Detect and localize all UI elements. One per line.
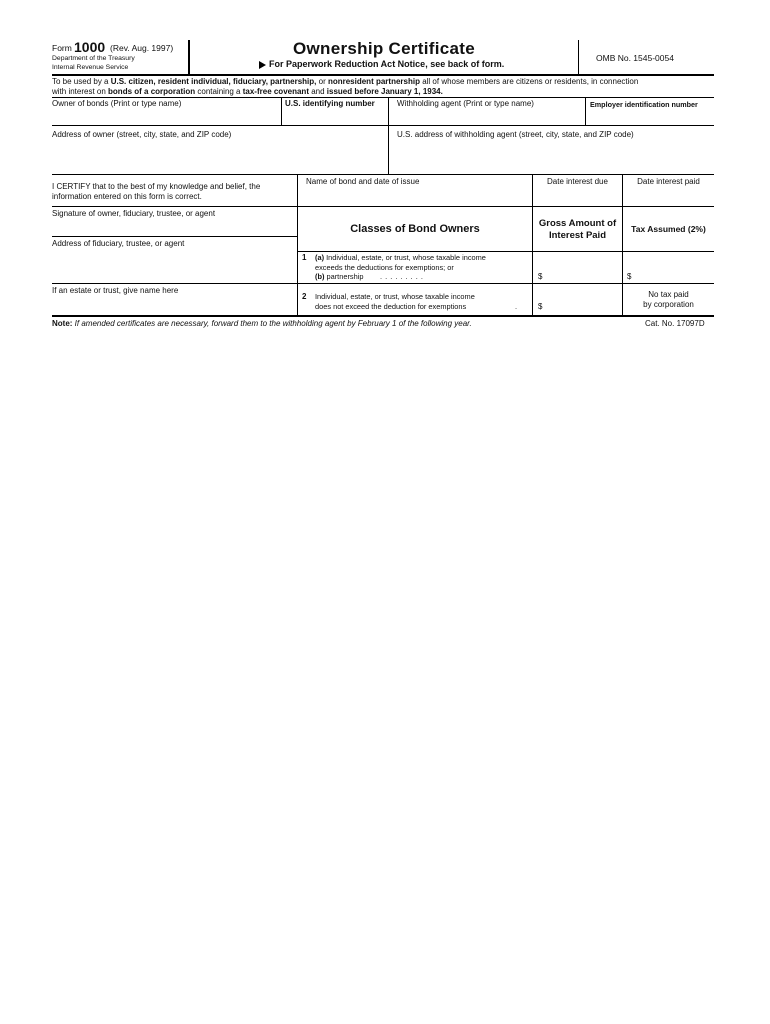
form-revision: (Rev. Aug. 1997) [110, 43, 174, 53]
rule-table-top [297, 206, 714, 207]
bond-name-label: Name of bond and date of issue [306, 177, 420, 186]
certify-line-1: I CERTIFY that to the best of my knowledge and belief, the [52, 182, 261, 191]
header-rule [52, 74, 714, 76]
certify-line-2: information entered on this form is correct. [52, 192, 202, 201]
row1-number: 1 [302, 253, 307, 262]
row2-no-tax-line-1: No tax paid [648, 290, 689, 299]
row1-a-label: (a) [315, 253, 325, 262]
form-number: 1000 [74, 39, 106, 55]
fiduciary-address-field[interactable] [52, 236, 297, 283]
header-divider-right [578, 40, 579, 74]
employer-id-field[interactable] [586, 97, 714, 125]
row1-line-1 [315, 254, 486, 261]
us-id-label: U.S. identifying number [285, 99, 375, 108]
owner-name-field[interactable] [52, 97, 280, 125]
row2-gross-amount-field[interactable] [533, 283, 622, 315]
intro-bold: U.S. citizen, resident individual, fiduciary, partnership, [110, 77, 317, 86]
intro-bold: bonds of a corporation [108, 87, 196, 96]
row1-leader-dots: . . . . . . . . . [380, 272, 424, 281]
service-label: Internal Revenue Service [52, 64, 129, 71]
row1-tax-field[interactable] [623, 251, 714, 283]
department-label: Department of the Treasury [52, 55, 135, 62]
footer-note [52, 320, 472, 328]
note-text: If amended certificates are necessary, forward them to the withholding agent by February 1 of the following year. [72, 319, 472, 328]
fiduciary-address-label: Address of fiduciary, trustee, or agent [52, 239, 185, 248]
omb-number: OMB No. 1545-0054 [596, 53, 674, 63]
arrow-right-icon [259, 61, 266, 69]
pra-notice: For Paperwork Reduction Act Notice, see back of form. [269, 59, 505, 69]
gross-header-line-2: Interest Paid [548, 230, 607, 241]
date-due-field[interactable] [533, 174, 622, 206]
intro-bold: tax-free covenant [242, 87, 309, 96]
note-label: Note: [52, 319, 73, 328]
intro-bold: issued before January 1, 1934. [326, 87, 443, 96]
withholding-agent-field[interactable] [389, 97, 585, 125]
row1-text: Individual, estate, or trust, whose taxable income [324, 253, 486, 262]
employer-id-label: Employer identification number [590, 100, 698, 109]
row1-gross-dollar: $ [538, 272, 543, 281]
rule-bottom [52, 315, 714, 317]
row2-no-tax-line-2: by corporation [643, 300, 694, 309]
intro-text: containing a [195, 87, 243, 96]
intro-text: all of whose members are citizens or residents, in connection [419, 77, 639, 86]
intro-text: with interest on [52, 87, 109, 96]
classes-header: Classes of Bond Owners [350, 223, 480, 235]
intro-line-2 [52, 88, 443, 96]
intro-line-1 [52, 78, 638, 86]
row1-tax-dollar: $ [627, 272, 632, 281]
date-due-label: Date interest due [547, 177, 608, 186]
rule-table-row2 [297, 283, 714, 284]
catalog-number: Cat. No. 17097D [645, 319, 705, 328]
bond-name-field[interactable] [298, 174, 532, 206]
intro-text: To be used by a [52, 77, 111, 86]
row2-line-1: Individual, estate, or trust, whose taxable income [315, 292, 475, 301]
gross-header-line-1: Gross Amount of [538, 218, 617, 229]
row1-text: partnership [324, 272, 364, 281]
estate-name-field[interactable] [52, 283, 297, 315]
estate-name-label: If an estate or trust, give name here [52, 286, 179, 295]
form-title: Ownership Certificate [292, 39, 475, 58]
withholding-agent-label: Withholding agent (Print or type name) [397, 99, 534, 108]
row1-gross-amount-field[interactable] [533, 251, 622, 283]
us-id-field[interactable] [282, 97, 388, 125]
owner-address-field[interactable] [52, 125, 388, 174]
owner-address-label: Address of owner (street, city, state, and ZIP code) [52, 130, 232, 139]
intro-text: and [308, 87, 327, 96]
row2-number: 2 [302, 292, 307, 301]
row1-line-2: exceeds the deductions for exemptions; or [315, 263, 454, 272]
signature-label: Signature of owner, fiduciary, trustee, or agent [52, 209, 216, 218]
form-word: Form [52, 43, 72, 53]
date-paid-field[interactable] [623, 174, 714, 206]
agent-address-field[interactable] [389, 125, 714, 174]
date-paid-label: Date interest paid [637, 177, 700, 186]
signature-field[interactable] [52, 206, 297, 236]
row2-line-2: does not exceed the deduction for exemptions [315, 302, 467, 311]
row2-leader-dot: . [515, 302, 518, 311]
row1-b-label: (b) [315, 272, 325, 281]
owner-name-label: Owner of bonds (Print or type name) [52, 99, 182, 108]
intro-text: or [316, 77, 328, 86]
row2-gross-dollar: $ [538, 302, 543, 311]
row1-line-3 [315, 273, 363, 280]
agent-address-label: U.S. address of withholding agent (street, city, state, and ZIP code) [397, 130, 634, 139]
tax-header: Tax Assumed (2%) [631, 224, 706, 234]
intro-bold: nonresident partnership [327, 77, 420, 86]
